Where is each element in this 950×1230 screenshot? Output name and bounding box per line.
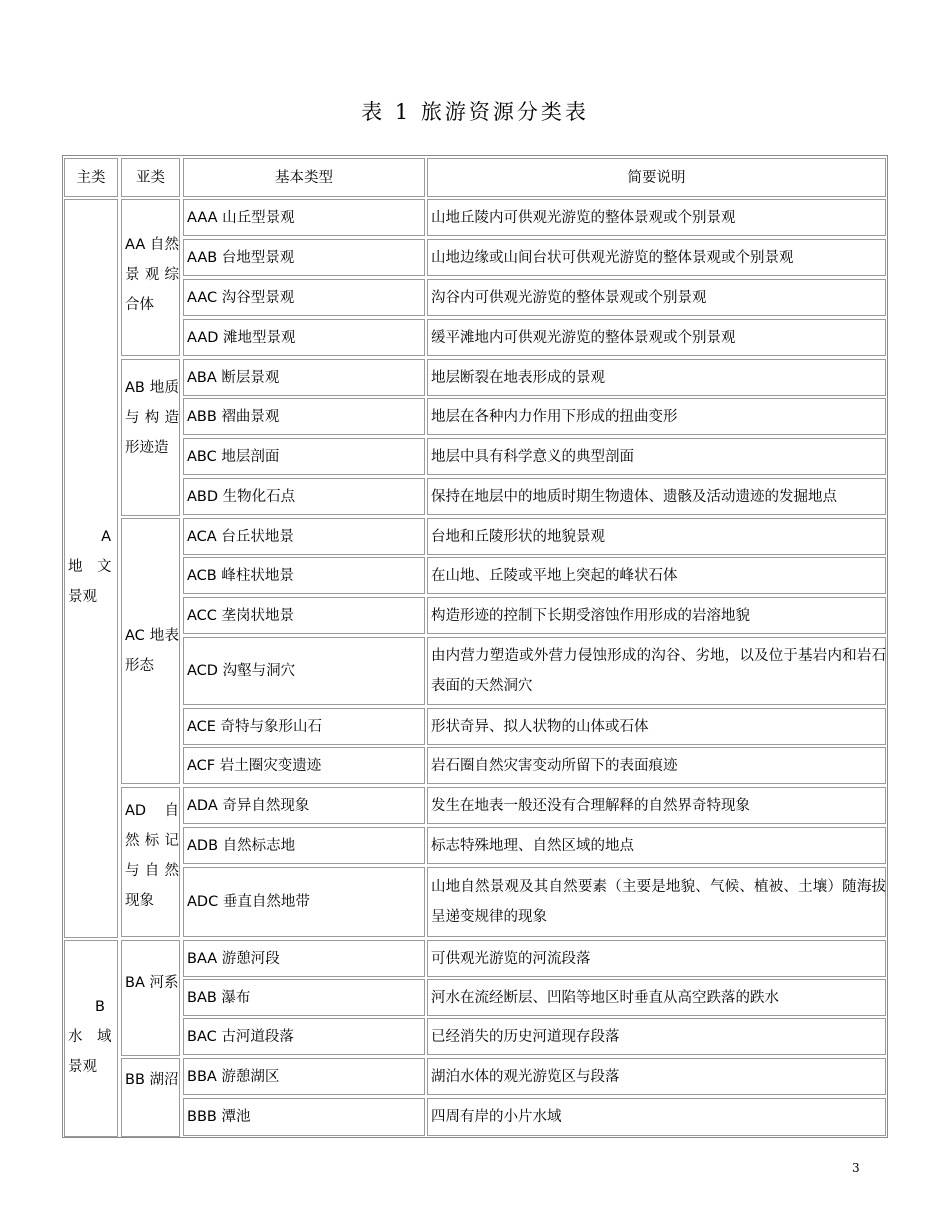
description: 山地自然景观及其自然要素（主要是地貌、气候、植被、土壤）随海拔呈递变规律的现象 [431,879,886,925]
table-row-type [183,787,425,824]
main-class-a [64,199,118,938]
sub-class-aa-label: AA 自然景观综合体 [125,237,179,313]
table-row-type [183,597,425,634]
table-row-desc [427,747,886,784]
table-row-desc [427,518,886,555]
basic-type: ADC 垂直自然地带 [187,894,310,910]
sub-class-ad [121,787,180,937]
table-row-desc [427,708,886,745]
basic-type: AAA 山丘型景观 [187,209,295,226]
basic-type: AAB 台地型景观 [187,249,295,266]
table-row-desc [427,199,886,236]
description: 构造形迹的控制下长期受溶蚀作用形成的岩溶地貌 [431,607,750,624]
basic-type: ACD 沟壑与洞穴 [187,663,296,679]
table-row-type [183,867,425,937]
header-sub-class [121,158,180,197]
table-row-desc [427,239,886,276]
basic-type: BBA 游憩湖区 [187,1068,280,1085]
page-title: 表 1 旅游资源分类表 [361,100,589,124]
main-class-b-line3: 景观 [68,1059,97,1075]
main-class-a-line3: 景观 [68,589,97,605]
sub-class-ab [121,359,180,516]
table-row-desc [427,279,886,316]
basic-type: AAD 滩地型景观 [187,329,296,346]
basic-type: BBB 潭池 [187,1109,251,1125]
header-main-class [64,158,118,197]
basic-type: ACA 台丘状地景 [187,528,294,545]
basic-type: ACB 峰柱状地景 [187,567,294,584]
description: 地层在各种内力作用下形成的扭曲变形 [431,408,678,425]
main-class-a-line1: A [101,529,111,545]
table-row-type [183,359,425,396]
table-row-desc [427,478,886,515]
basic-type: BAC 古河道段落 [187,1028,294,1045]
sub-class-ac-label: AC 地表形态 [125,628,179,674]
sub-class-ab-label: AB 地质与构造形迹造 [125,380,179,456]
basic-type: BAA 游憩河段 [187,950,280,967]
description: 发生在地表一般还没有合理解释的自然界奇特现象 [431,797,750,814]
description: 地层断裂在地表形成的景观 [431,369,605,386]
table-row-type [183,827,425,864]
table-row-desc [427,1098,886,1136]
table-row-desc [427,438,886,475]
basic-type: ADA 奇异自然现象 [187,797,310,814]
description: 沟谷内可供观光游览的整体景观或个别景观 [431,289,707,306]
description: 可供观光游览的河流段落 [431,950,591,967]
table-row-desc [427,398,886,435]
description: 台地和丘陵形状的地貌景观 [431,528,605,545]
table-row-desc [427,319,886,356]
sub-class-ba [121,940,180,1056]
main-class-b [64,940,118,1137]
description: 湖泊水体的观光游览区与段落 [431,1068,620,1085]
description: 缓平滩地内可供观光游览的整体景观或个别景观 [431,329,736,346]
description: 标志特殊地理、自然区域的地点 [431,837,634,854]
table-row-desc [427,1018,886,1055]
table-row-desc [427,359,886,396]
table-row-desc [427,597,886,634]
header-basic-type [183,158,425,197]
page-number: 3 [852,1161,860,1175]
table-row-type [183,637,425,705]
sub-class-aa [121,199,180,356]
basic-type: ADB 自然标志地 [187,837,296,854]
table-row-desc [427,637,886,705]
table-row-desc [427,827,886,864]
description: 岩石圈自然灾害变动所留下的表面痕迹 [431,757,678,774]
table-row-type [183,1058,425,1095]
table-row-type [183,1098,425,1136]
table-row-type [183,478,425,515]
sub-class-bb [121,1058,180,1137]
table-row-type [183,940,425,977]
sub-class-ba-label: BA 河系 [125,975,179,991]
table-row-desc [427,787,886,824]
header-description-label: 简要说明 [627,169,686,186]
description: 四周有岸的小片水域 [431,1109,562,1125]
sub-class-ad-label: AD 自然标记与自然现象 [125,803,179,909]
table-row-desc [427,979,886,1016]
description: 地层中具有科学意义的典型剖面 [431,448,634,465]
table-row-desc [427,940,886,977]
description: 山地丘陵内可供观光游览的整体景观或个别景观 [431,209,736,226]
basic-type: ABD 生物化石点 [187,488,296,505]
basic-type: AAC 沟谷型景观 [187,289,295,306]
table-row-type [183,518,425,555]
basic-type: ACC 垄岗状地景 [187,607,295,624]
table-row-desc [427,867,886,937]
table-row-type [183,199,425,236]
table-row-type [183,398,425,435]
table-row-type [183,708,425,745]
description: 由内营力塑造或外营力侵蚀形成的沟谷、劣地，以及位于基岩内和岩石表面的天然洞穴 [431,648,886,694]
table-row-type [183,438,425,475]
main-class-b-line1: B [95,999,105,1015]
sub-class-ac [121,518,180,784]
basic-type: ACF 岩土圈灾变遗迹 [187,757,322,774]
table-row-type [183,279,425,316]
basic-type: ABB 褶曲景观 [187,408,280,425]
basic-type: ACE 奇特与象形山石 [187,718,323,735]
table-row-type [183,979,425,1016]
basic-type: ABC 地层剖面 [187,448,280,465]
description: 形状奇异、拟人状物的山体或石体 [431,718,649,735]
main-class-b-line2: 水 域 [68,1029,112,1045]
basic-type: ABA 断层景观 [187,369,280,386]
header-basic-type-label: 基本类型 [275,169,333,186]
description: 山地边缘或山间台状可供观光游览的整体景观或个别景观 [431,249,794,266]
main-class-a-line2: 地 文 [68,559,112,575]
table-row-desc [427,1058,886,1095]
sub-class-bb-label: BB 湖沼 [125,1072,179,1088]
description: 保持在地层中的地质时期生物遗体、遗骸及活动遗迹的发掘地点 [431,488,837,505]
header-main-class-label: 主类 [76,169,106,186]
basic-type: BAB 瀑布 [187,989,251,1006]
table-row-type [183,319,425,356]
table-row-type [183,747,425,784]
table-row-type [183,239,425,276]
table-row-type [183,557,425,594]
table-row-type [183,1018,425,1055]
description: 在山地、丘陵或平地上突起的峰状石体 [431,567,678,584]
table-row-desc [427,557,886,594]
header-sub-class-label: 亚类 [136,169,165,186]
description: 河水在流经断层、凹陷等地区时垂直从高空跌落的跌水 [431,989,779,1006]
header-description [427,158,886,197]
description: 已经消失的历史河道现存段落 [431,1028,620,1045]
